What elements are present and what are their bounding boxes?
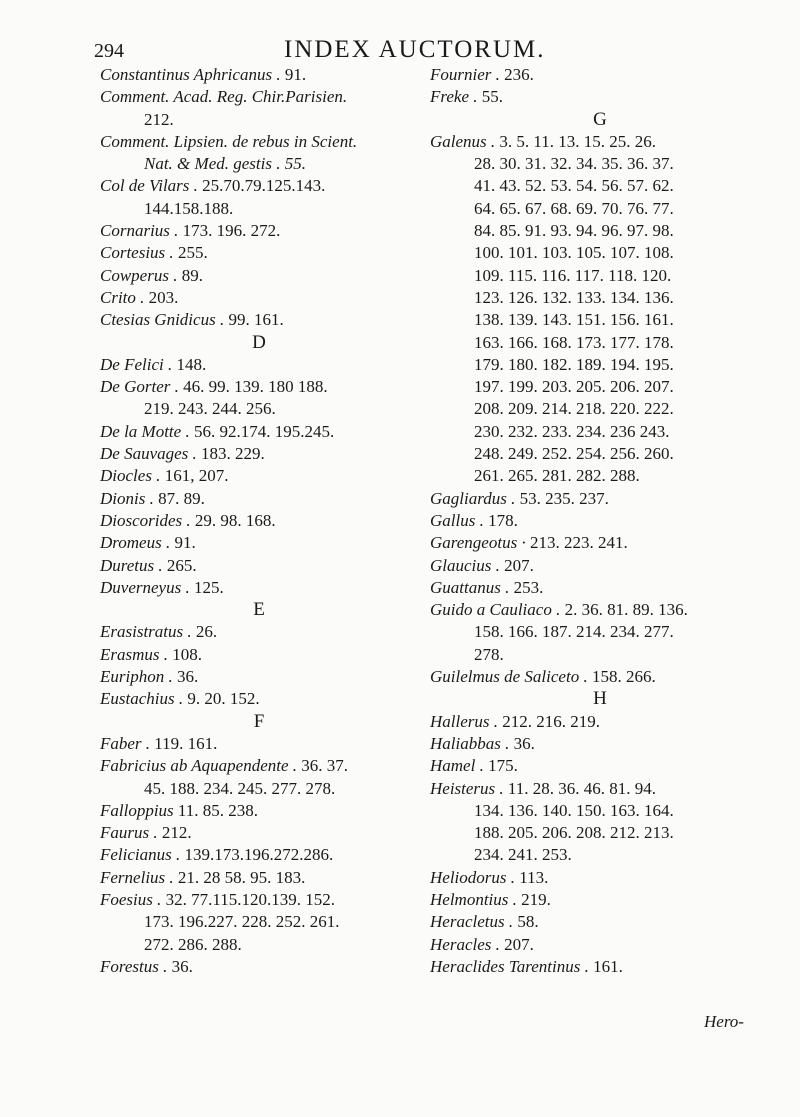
author-name: De Gorter . [100,377,179,397]
author-name: Ctesias Gnidicus . [100,310,225,330]
author-name: Heraclides Tarentinus . [430,956,589,976]
author-name: Fabricius ab Aquapendente . [100,756,298,776]
entry-continuation [430,198,770,220]
page-references: 36. [176,667,199,687]
entry-continuation [430,644,770,666]
index-entry [430,867,770,889]
continuation-text: 100. 101. 103. 105. 107. 108. [474,243,674,263]
author-name: Heracles . [430,934,500,954]
page-references: 11. 85. 238. [177,800,259,820]
index-entry [100,64,418,86]
index-entry [100,488,418,510]
index-entry [100,354,418,376]
page-references: 253. [513,577,544,597]
page-references: 46. 99. 139. 180 188. [183,377,328,397]
entry-continuation [430,242,770,264]
index-entry [100,309,418,331]
continuation-text: 84. 85. 91. 93. 94. 96. 97. 98. [474,221,674,241]
entry-continuation [430,175,770,197]
page-references: 161, 207. [164,466,229,486]
entry-continuation [100,911,418,933]
entry-continuation [430,220,770,242]
page-references: 36. [171,956,193,976]
index-entry [430,532,770,554]
author-name: Haliabbas . [430,733,510,753]
author-name: Glaucius . [430,555,500,575]
index-entry [430,555,770,577]
page-references: 236. [504,65,534,84]
author-name: Gagliardus . [430,488,516,508]
page-references: 183. 229. [201,444,265,464]
author-name: Felicianus . [100,845,181,865]
author-name: Cornarius . [100,221,179,241]
author-name: Eustachius . [100,689,184,709]
index-entry [100,956,418,978]
section-letter: D [252,331,266,353]
entry-continuation [430,465,770,487]
index-entry [100,822,418,844]
index-column-right [430,64,770,978]
page-references: 139.173.196.272.286. [184,845,334,865]
running-title: INDEX AUCTORUM. [284,36,546,63]
page-references: 29. 98. 168. [194,510,276,530]
page-references: 26. [195,622,218,642]
entry-continuation [430,822,770,844]
author-name: Garengeotus · [430,533,526,553]
author-name: Dionis . [100,488,154,508]
section-letter: F [253,710,265,732]
page-references: 108. [172,644,203,664]
author-name: Falloppius [100,800,174,820]
author-name: Faurus . [100,823,158,843]
continuation-text: Nat. & Med. gestis . 55. [144,154,306,174]
author-name: Heisterus . [430,778,504,798]
page-references: 213. 223. 241. [529,533,628,553]
index-entry [100,376,418,398]
author-name: Faber . [100,733,151,753]
page-references: 11. 28. 36. 46. 81. 94. [507,778,657,798]
entry-continuation [430,265,770,287]
page-references: 219. [521,889,551,909]
index-entry [430,934,770,956]
continuation-text: 158. 166. 187. 214. 234. 277. [474,622,674,642]
index-entry [100,666,418,688]
continuation-text: 212. [144,109,174,129]
author-name: Hallerus . [430,711,498,731]
index-entry [100,800,418,822]
author-name: Fernelius . [100,867,174,887]
author-name: Heliodorus . [430,867,515,887]
continuation-text: 230. 232. 233. 234. 236 243. [474,421,670,441]
page-header [0,36,800,66]
entry-continuation [100,934,418,956]
author-name: Fournier . [430,65,500,84]
entry-continuation [430,398,770,420]
section-letter: E [253,599,265,621]
entry-continuation [100,778,418,800]
index-entry [430,711,770,733]
author-name: Galenus . [430,131,496,151]
page-references: 91. [284,65,307,84]
author-name: Erasmus . [100,644,169,664]
entry-continuation [430,153,770,175]
index-entry [430,86,770,108]
entry-continuation [430,287,770,309]
entry-continuation [100,153,418,175]
index-entry [100,644,418,666]
catchword: Hero- [704,1012,744,1031]
author-name: Freke . [430,87,478,107]
continuation-text: 64. 65. 67. 68. 69. 70. 76. 77. [474,198,674,218]
page-references: 212. [161,823,192,843]
index-entry [430,666,770,688]
page-number: 294 [94,40,124,62]
continuation-text: 134. 136. 140. 150. 163. 164. [474,800,674,820]
continuation-text: 197. 199. 203. 205. 206. 207. [474,377,674,397]
page-references: 99. 161. [228,310,284,330]
index-entry [430,488,770,510]
page-references: 91. [174,533,196,553]
page-references: 173. 196. 272. [182,221,281,241]
continuation-text: 188. 205. 206. 208. 212. 213. [474,823,674,843]
index-entry [100,867,418,889]
author-name: Col de Vilars . [100,176,198,196]
continuation-text: 123. 126. 132. 133. 134. 136. [474,287,674,307]
author-name: Guido a Cauliaco . [430,600,561,620]
entry-continuation [430,309,770,331]
section-letter: H [593,688,607,710]
index-entry [430,510,770,532]
index-entry [100,465,418,487]
author-name: Guilelmus de Saliceto . [430,667,588,687]
index-entry [430,956,770,978]
page-references: 53. 235. 237. [519,488,609,508]
author-name: Crito . [100,287,145,307]
author-name: Forestus . [100,956,168,976]
index-entry [100,510,418,532]
author-name: Dioscorides . [100,510,191,530]
page-references: 36. [513,733,535,753]
entry-continuation [430,844,770,866]
page-references: 9. 20. 152. [187,689,260,709]
author-name: Gallus . [430,510,484,530]
index-entry [100,421,418,443]
index-entry [100,621,418,643]
page-references: 203. [148,287,179,307]
author-name: Erasistratus . [100,622,192,642]
continuation-text: 173. 196.227. 228. 252. 261. [144,912,340,932]
index-entry [430,131,770,153]
page-references: 148. [176,354,207,374]
page-references: 175. [488,756,518,776]
author-name: Diocles . [100,466,161,486]
page-references: 3. 5. 11. 13. 15. 25. 26. [499,131,657,151]
index-entry [100,287,418,309]
author-name: Comment. Acad. Reg. Chir.Parisien. [100,87,348,107]
continuation-text: 272. 286. 288. [144,934,242,954]
entry-continuation [430,443,770,465]
page-references: 158. 266. [591,667,656,687]
entry-continuation [100,398,418,420]
page-references: 212. 216. 219. [502,711,600,731]
author-name: Heracletus . [430,912,514,932]
page-references: 58. [517,912,539,932]
author-name: Euriphon . [100,667,173,687]
continuation-text: 208. 209. 214. 218. 220. 222. [474,399,674,419]
page-references: 36. 37. [301,756,349,776]
entry-continuation [430,421,770,443]
entry-continuation [100,109,418,131]
continuation-text: 45. 188. 234. 245. 277. 278. [144,778,336,798]
author-name: Comment. Lipsien. de rebus in Scient. [100,131,358,151]
index-entry [100,688,418,710]
page-references: 178. [488,510,518,530]
continuation-text: 219. 243. 244. 256. [144,399,276,419]
index-entry [430,599,770,621]
author-name: Foesius . [100,889,162,909]
page-references: 21. 28 58. 95. 183. [177,867,306,887]
index-entry [100,577,418,599]
index-entry [430,733,770,755]
page-references: 207. [504,555,534,575]
index-entry [430,755,770,777]
page-references: 125. [193,577,224,597]
continuation-text: 28. 30. 31. 32. 34. 35. 36. 37. [474,154,674,174]
entry-continuation [430,376,770,398]
author-name: Duverneyus . [100,577,190,597]
index-entry [100,844,418,866]
section-letter: G [593,108,607,130]
continuation-text: 144.158.188. [144,198,234,218]
entry-continuation [430,354,770,376]
author-name: Hamel . [430,756,484,776]
index-entry [100,175,418,197]
page-references: 25.70.79.125.143. [202,176,326,196]
continuation-text: 41. 43. 52. 53. 54. 56. 57. 62. [474,176,674,196]
page-references: 119. 161. [154,733,218,753]
author-name: Cowperus . [100,265,178,285]
index-entry [100,220,418,242]
page-references: 207. [504,934,534,954]
entry-continuation [100,198,418,220]
page-references: 55. [481,87,504,107]
index-entry [430,577,770,599]
author-name: Duretus . [100,555,163,575]
index-entry [430,64,770,86]
author-name: De la Motte . [100,421,190,441]
page-references: 2. 36. 81. 89. 136. [564,600,688,620]
continuation-text: 278. [474,644,504,664]
index-entry [100,733,418,755]
author-name: De Sauvages . [100,444,197,464]
entry-continuation [430,800,770,822]
continuation-text: 234. 241. 253. [474,845,572,865]
page-references: 161. [593,956,623,976]
page-references: 56. 92.174. 195.245. [193,421,335,441]
entry-continuation [430,621,770,643]
author-name: Helmontius . [430,889,517,909]
continuation-text: 109. 115. 116. 117. 118. 120. [474,265,672,285]
index-entry [100,265,418,287]
entry-continuation [430,332,770,354]
page-references: 255. [177,243,208,263]
page-references: 265. [166,555,197,575]
index-entry [100,242,418,264]
index-entry [100,86,418,108]
continuation-text: 163. 166. 168. 173. 177. 178. [474,332,674,352]
index-entry [100,555,418,577]
index-entry [430,911,770,933]
author-name: Guattanus . [430,577,510,597]
page-references: 87. 89. [158,488,205,508]
author-name: De Felici . [100,354,173,374]
continuation-text: 261. 265. 281. 282. 288. [474,466,640,486]
page-references: 32. 77.115.120.139. 152. [165,889,336,909]
page-references: 113. [519,867,549,887]
continuation-text: 179. 180. 182. 189. 194. 195. [474,354,674,374]
page-references: 89. [181,265,203,285]
index-entry [100,532,418,554]
index-column-left [100,64,418,978]
index-entry [100,755,418,777]
index-entry [430,889,770,911]
continuation-text: 138. 139. 143. 151. 156. 161. [474,310,674,330]
index-entry [100,443,418,465]
index-entry [100,131,418,153]
author-name: Dromeus . [100,533,171,553]
index-entry [100,889,418,911]
index-entry [430,778,770,800]
author-name: Cortesius . [100,243,174,263]
continuation-text: 248. 249. 252. 254. 256. 260. [474,444,674,464]
author-name: Constantinus Aphricanus . [100,65,281,84]
